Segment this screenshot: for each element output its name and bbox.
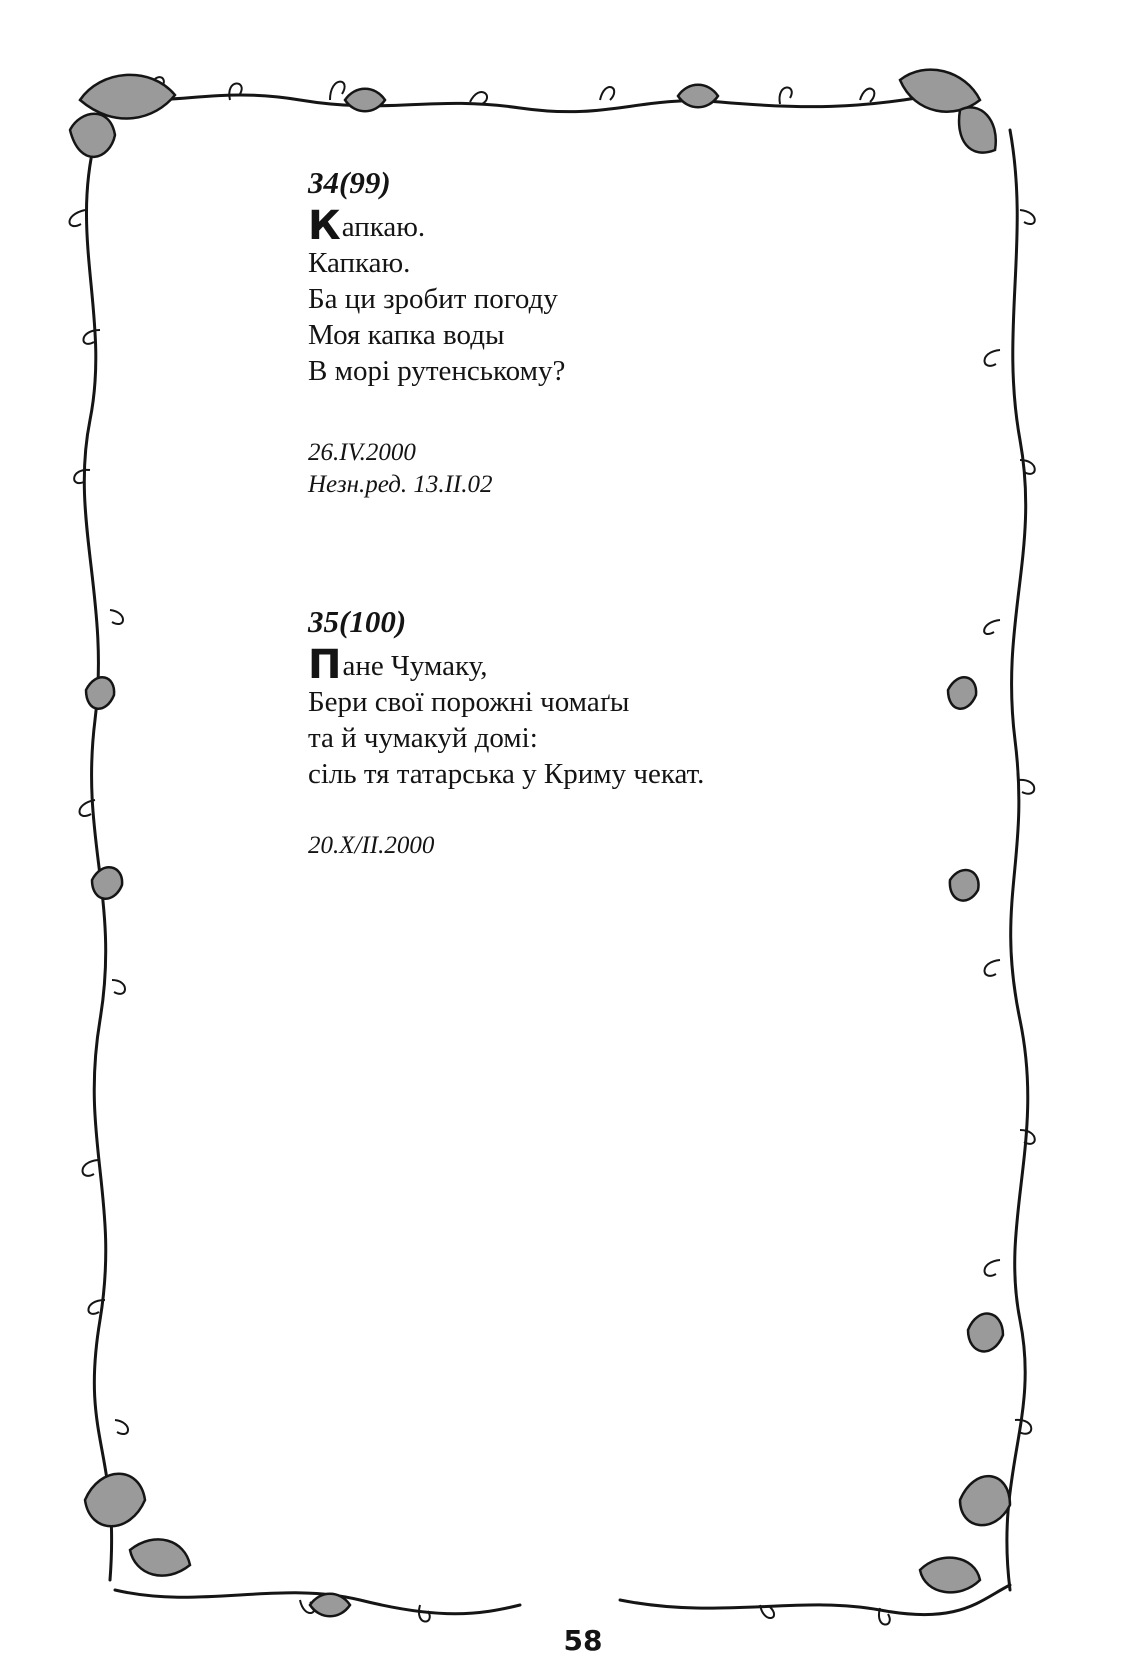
poem-first-line (308, 203, 868, 249)
poem-first-line (308, 642, 868, 688)
poem-line: та й чумакуй домі: (308, 722, 538, 754)
poem-number: 35(100) (308, 604, 407, 639)
poem-line: Моя капка воды (308, 319, 505, 351)
page-number: 58 (563, 1624, 603, 1657)
poem-line: В морі рутенському? (308, 355, 566, 387)
poem-date: 20.X/II.2000 (308, 832, 435, 859)
poem-line: Капкаю. (308, 247, 411, 279)
poem-date: 26.IV.2000 (308, 439, 416, 466)
poem-edit-date: Незн.ред. 13.II.02 (308, 471, 493, 498)
poem-34 (308, 164, 868, 501)
drop-initial: К (308, 203, 341, 249)
poem-dates (308, 437, 868, 501)
poem-number: 34(99) (308, 165, 391, 200)
first-line-text: апкаю. (341, 211, 426, 243)
poem-35 (308, 603, 868, 862)
drop-initial: П (308, 642, 342, 688)
poem-dates (308, 830, 868, 862)
first-line-text: ане Чумаку, (342, 650, 488, 682)
poem-line: Бери свої порожні чомаґы (308, 686, 630, 718)
poem-line: Ба ци зробит погоду (308, 283, 558, 315)
poem-line: сіль тя татарська у Криму чекат. (308, 758, 705, 790)
